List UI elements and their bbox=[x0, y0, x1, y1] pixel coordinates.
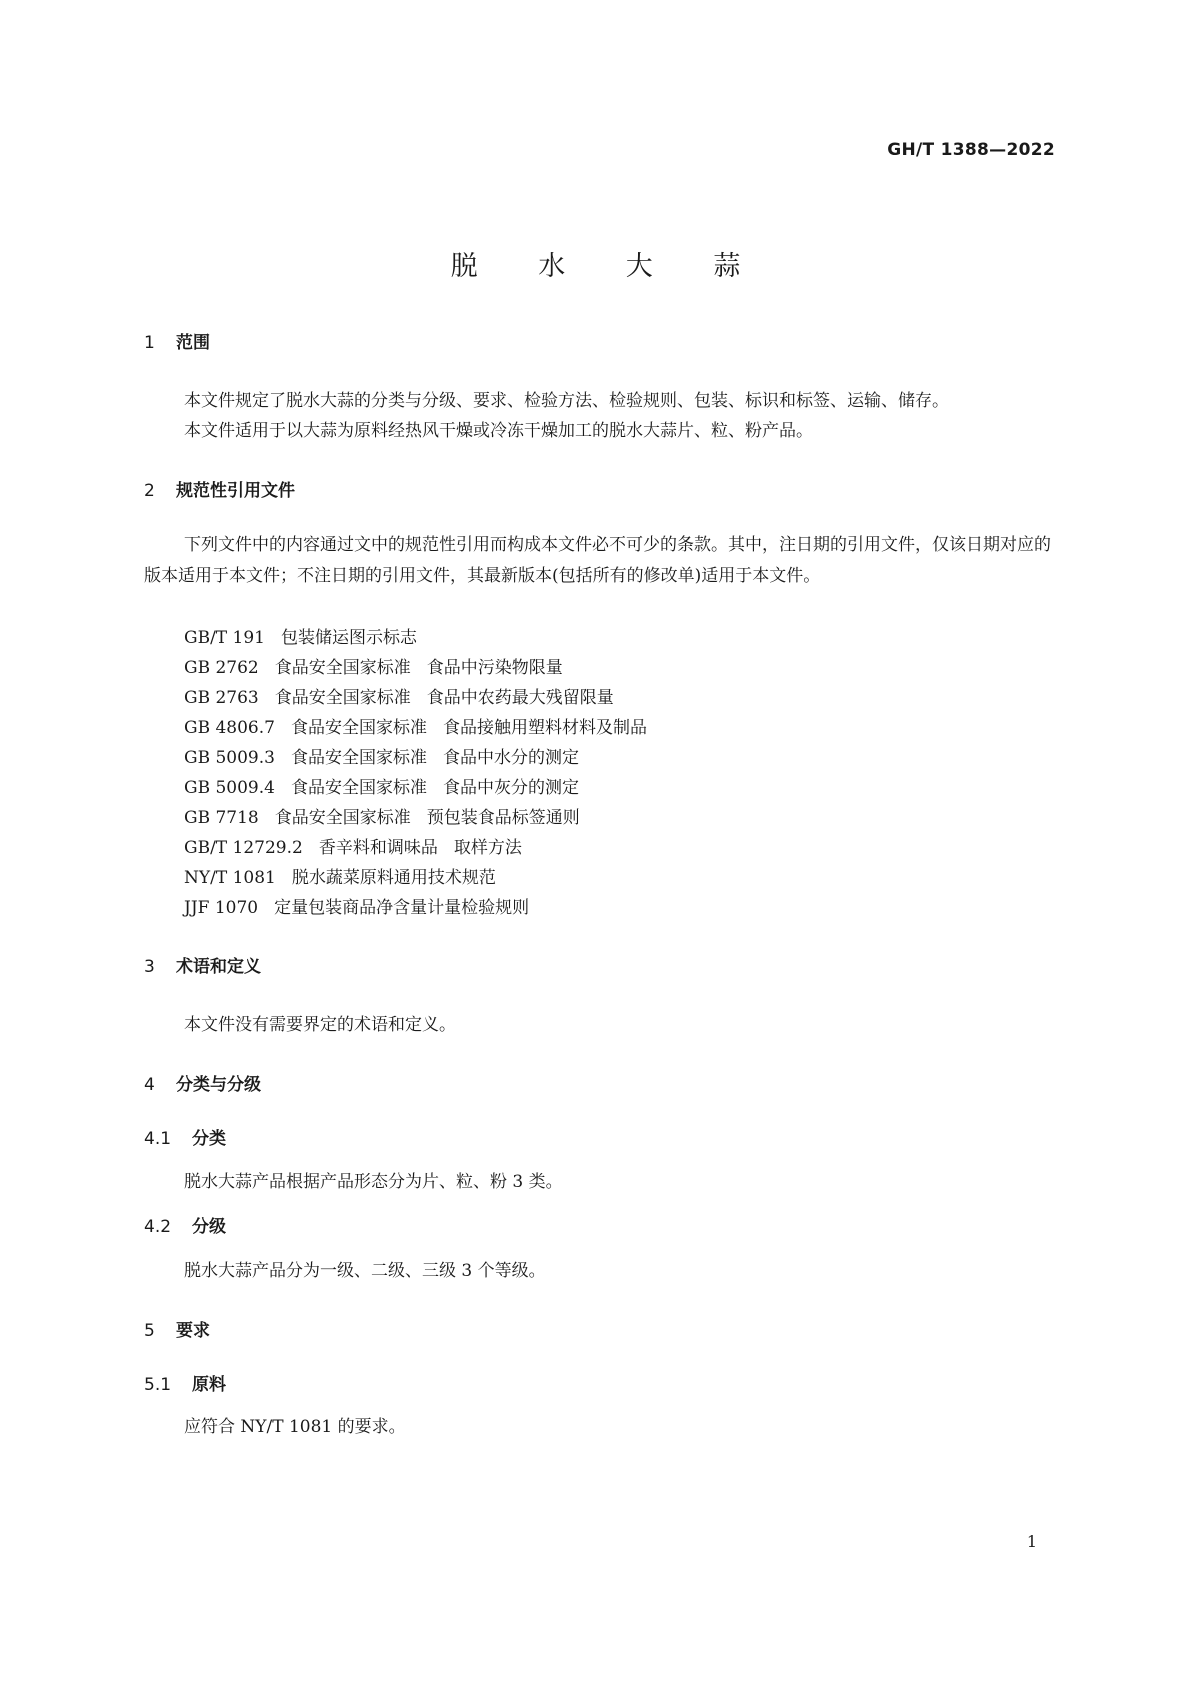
reference-code: JJF 1070 bbox=[184, 898, 259, 918]
section-title: 原料 bbox=[192, 1375, 226, 1395]
reference-code: GB 4806.7 bbox=[184, 718, 275, 738]
page-number: 1 bbox=[1026, 1532, 1037, 1551]
section-2-intro: 下列文件中的内容通过文中的规范性引用而构成本文件必不可少的条款。其中，注日期的引用文件，仅该日期对应的版本适用于本文件；不注日期的引用文件，其最新版本(包括所有的修改单)适用于本文件。 bbox=[144, 535, 1051, 586]
reference-subtitle: 食品接触用塑料材料及制品 bbox=[442, 718, 647, 738]
reference-subtitle: 取样方法 bbox=[453, 838, 522, 858]
reference-item bbox=[184, 683, 614, 708]
section-5-1-heading bbox=[144, 1370, 226, 1395]
reference-title: 定量包装商品净含量计量检验规则 bbox=[274, 898, 530, 918]
reference-code: GB 2762 bbox=[184, 658, 259, 678]
reference-title: 食品安全国家标准 bbox=[290, 718, 427, 738]
section-1-heading bbox=[144, 328, 210, 353]
section-title: 分级 bbox=[192, 1217, 226, 1237]
section-number: 4 bbox=[144, 1075, 155, 1095]
section-3-heading bbox=[144, 952, 261, 977]
document-title: 脱 水 大 蒜 bbox=[450, 251, 767, 282]
section-title: 术语和定义 bbox=[176, 957, 261, 977]
reference-subtitle: 食品中灰分的测定 bbox=[442, 778, 579, 798]
reference-item bbox=[184, 893, 545, 918]
section-title: 要求 bbox=[176, 1321, 210, 1341]
standard-code: GH/T 1388—2022 bbox=[887, 140, 1055, 160]
reference-code: GB 7718 bbox=[184, 808, 259, 828]
reference-title: 包装储运图示标志 bbox=[281, 628, 417, 648]
reference-code: GB 5009.4 bbox=[184, 778, 275, 798]
reference-title: 脱水蔬菜原料通用技术规范 bbox=[291, 868, 496, 888]
reference-item bbox=[184, 653, 563, 678]
reference-code: GB 5009.3 bbox=[184, 748, 275, 768]
section-number: 4.1 bbox=[144, 1129, 172, 1149]
section-4-1-paragraph: 脱水大蒜产品根据产品形态分为片、粒、粉 3 类。 bbox=[184, 1172, 563, 1192]
section-2-heading bbox=[144, 476, 295, 501]
reference-subtitle: 食品中水分的测定 bbox=[442, 748, 579, 768]
section-4-2-paragraph: 脱水大蒜产品分为一级、二级、三级 3 个等级。 bbox=[184, 1261, 546, 1281]
reference-item bbox=[184, 743, 579, 768]
reference-item bbox=[184, 833, 522, 858]
reference-subtitle: 预包装食品标签通则 bbox=[426, 808, 580, 828]
section-4-heading bbox=[144, 1070, 261, 1095]
section-5-1-paragraph: 应符合 NY/T 1081 的要求。 bbox=[184, 1417, 406, 1437]
section-number: 5.1 bbox=[144, 1375, 172, 1395]
reference-title: 食品安全国家标准 bbox=[274, 808, 411, 828]
reference-title: 食品安全国家标准 bbox=[274, 658, 411, 678]
section-5-heading bbox=[144, 1316, 210, 1341]
reference-subtitle: 食品中污染物限量 bbox=[426, 658, 563, 678]
reference-item bbox=[184, 623, 433, 648]
section-title: 范围 bbox=[176, 333, 210, 353]
section-title: 分类 bbox=[192, 1129, 226, 1149]
section-3-paragraph: 本文件没有需要界定的术语和定义。 bbox=[184, 1015, 456, 1035]
reference-title: 食品安全国家标准 bbox=[274, 688, 411, 708]
section-1-paragraph-1: 本文件规定了脱水大蒜的分类与分级、要求、检验方法、检验规则、包装、标识和标签、运输、储存。 bbox=[184, 391, 949, 411]
section-number: 1 bbox=[144, 333, 155, 353]
section-number: 3 bbox=[144, 957, 155, 977]
section-1-paragraph-2: 本文件适用于以大蒜为原料经热风干燥或冷冻干燥加工的脱水大蒜片、粒、粉产品。 bbox=[184, 421, 813, 441]
reference-code: GB/T 191 bbox=[184, 628, 265, 648]
reference-title: 食品安全国家标准 bbox=[290, 748, 427, 768]
section-4-1-heading bbox=[144, 1124, 226, 1149]
section-number: 4.2 bbox=[144, 1217, 172, 1237]
section-4-2-heading bbox=[144, 1212, 226, 1237]
reference-title: 香辛料和调味品 bbox=[318, 838, 438, 858]
section-title: 分类与分级 bbox=[176, 1075, 261, 1095]
section-number: 5 bbox=[144, 1321, 155, 1341]
reference-item bbox=[184, 863, 512, 888]
reference-title: 食品安全国家标准 bbox=[290, 778, 427, 798]
reference-code: GB 2763 bbox=[184, 688, 259, 708]
reference-code: GB/T 12729.2 bbox=[184, 838, 303, 858]
section-title: 规范性引用文件 bbox=[176, 481, 295, 501]
reference-code: NY/T 1081 bbox=[184, 868, 276, 888]
reference-item bbox=[184, 803, 580, 828]
reference-item bbox=[184, 713, 647, 738]
reference-subtitle: 食品中农药最大残留限量 bbox=[426, 688, 614, 708]
reference-item bbox=[184, 773, 579, 798]
section-number: 2 bbox=[144, 481, 155, 501]
